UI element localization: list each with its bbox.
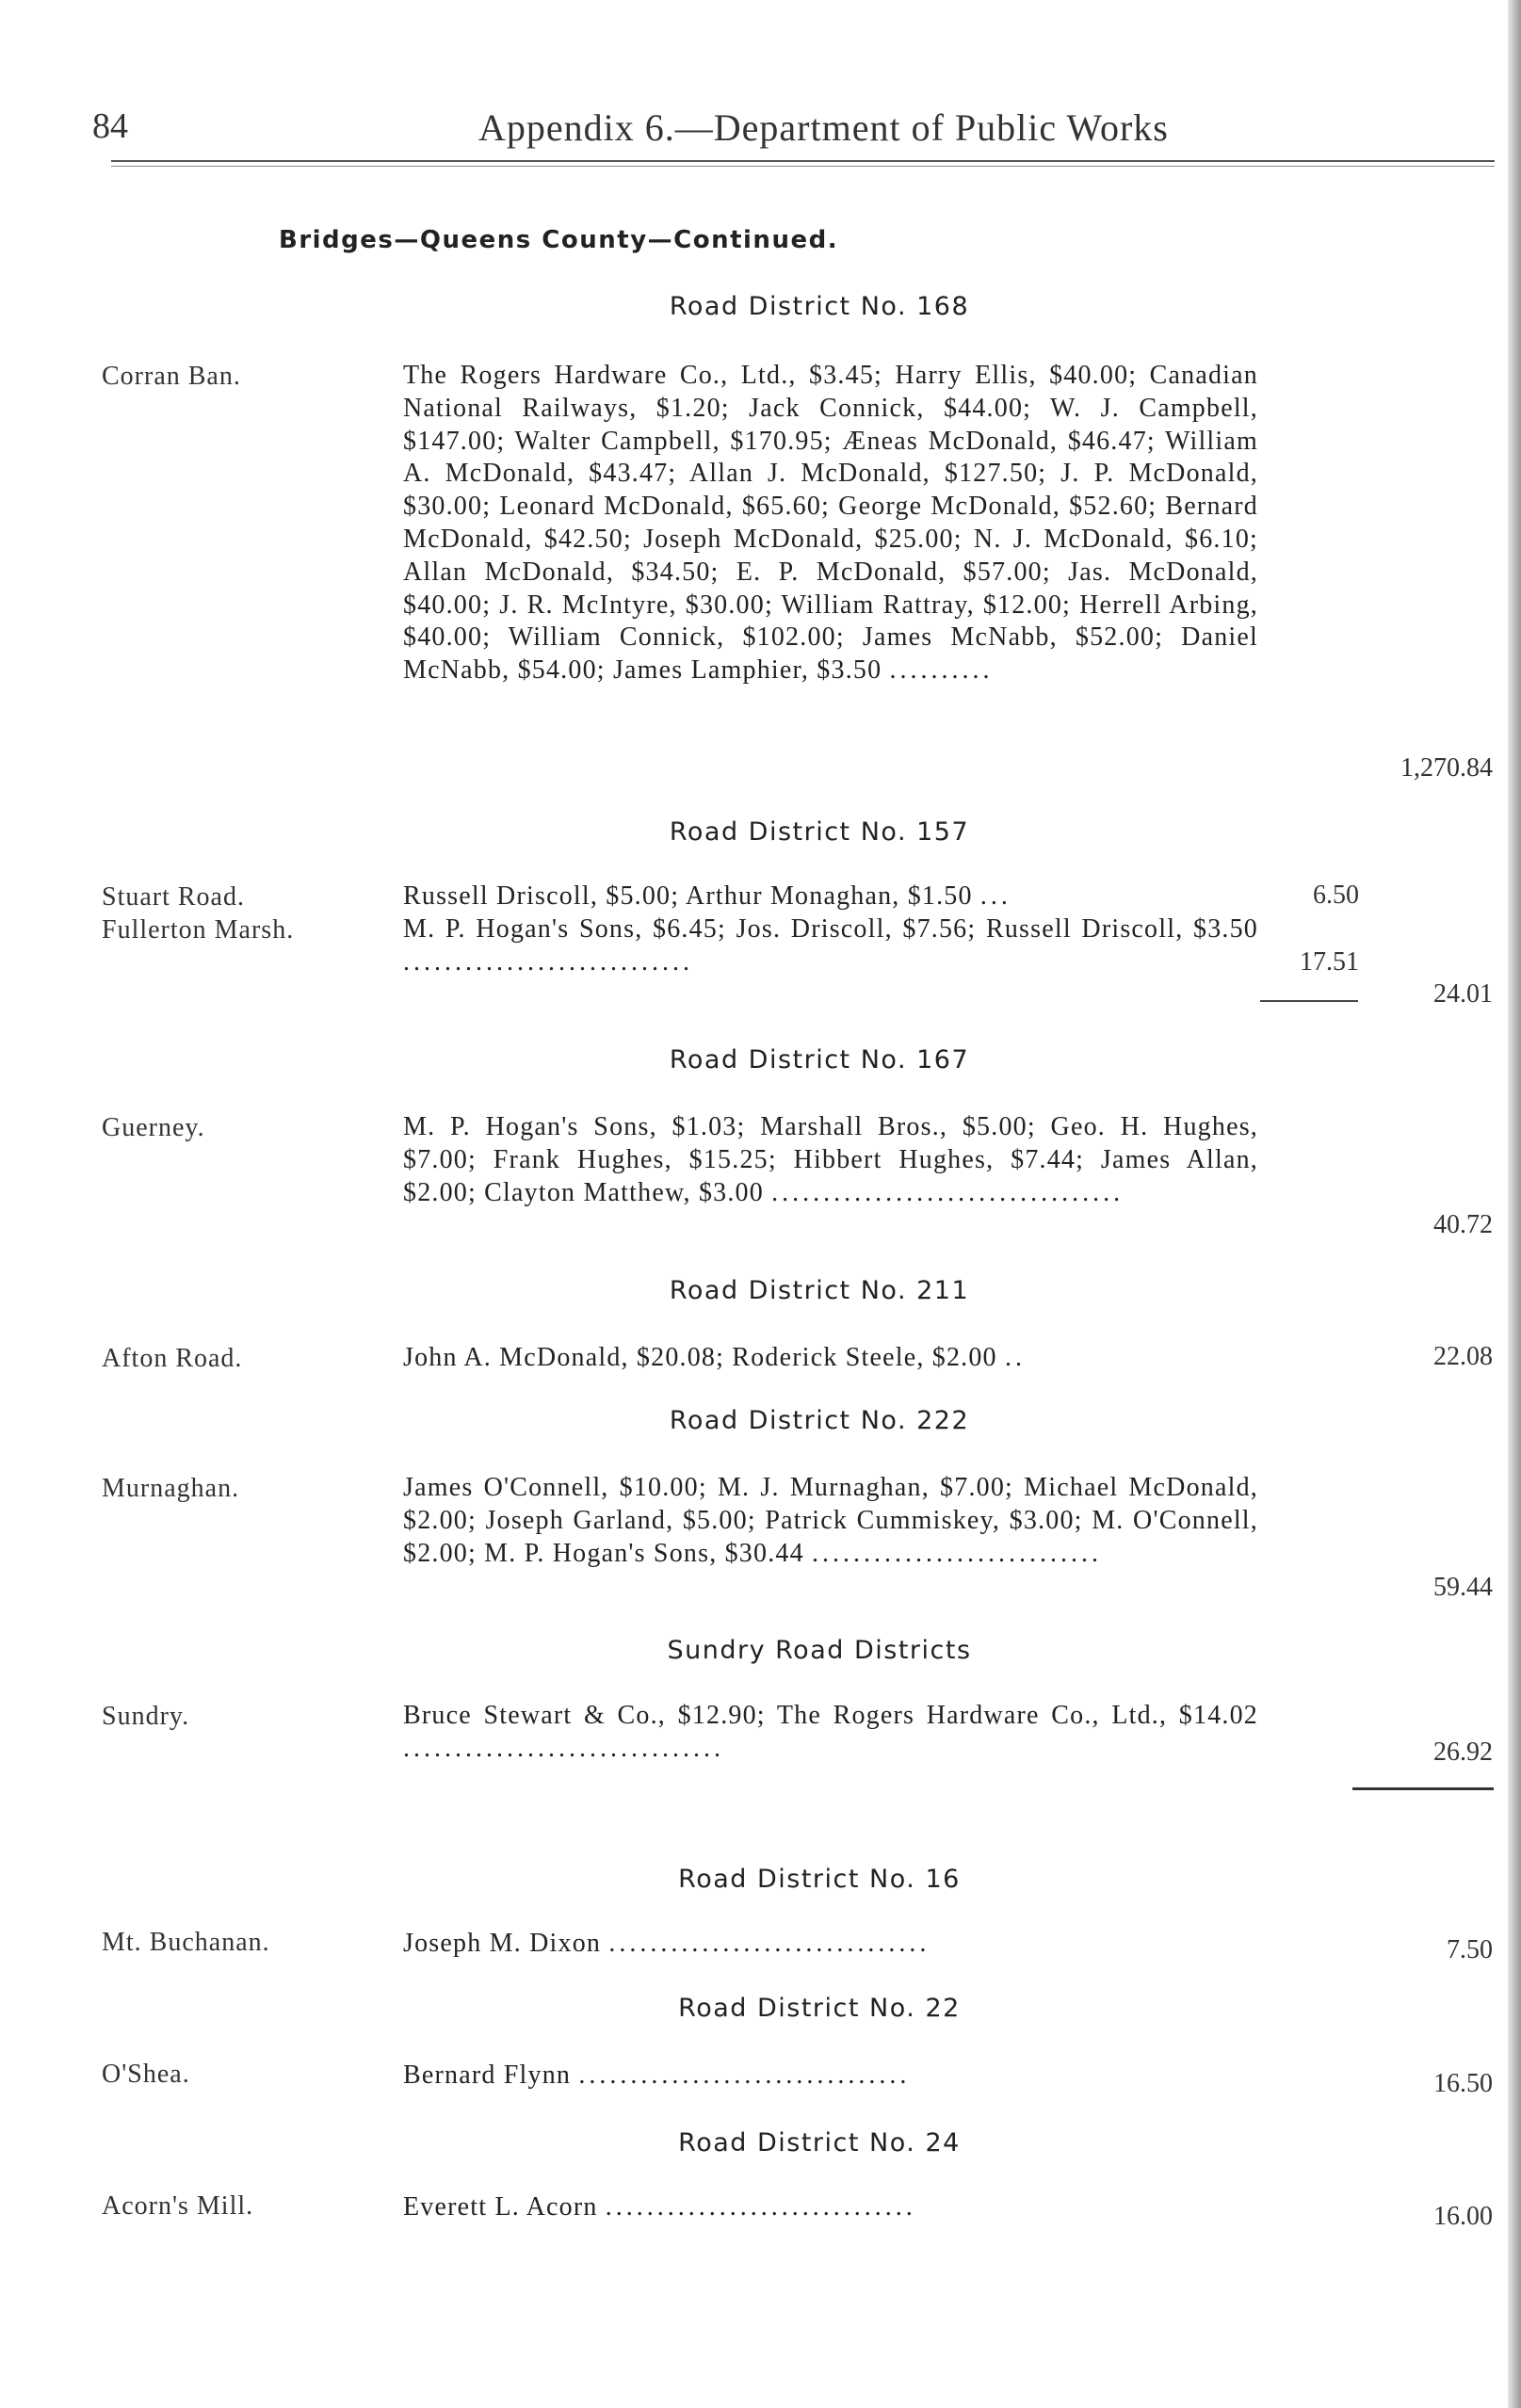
amount: 26.92 [1433,1737,1493,1767]
amount: 1,270.84 [1400,753,1493,783]
place-name: Corran Ban. [102,362,241,391]
entry-text: Bernard Flynn [403,2061,572,2090]
entry-text: The Rogers Hardware Co., Ltd., $3.45; Harry Ellis, $40.00; Canadian National Railways, $1.20; Jack Connick, $44.00; W. J. Campbell, $147.00; Walter Campbell, $170.95; Æneas McDonald, $46.47; William A. McDonald, $43.47; Allan J. McDonald, $127.50; J. P. McDonald, $30.00; Leonard McDonald, $65.60; George McDonald, $52.60; Bernard McDonald, $42.50; Joseph McDonald, $25.00; N. J. McDonald, $6.10; Allan McDonald, $34.50; E. P. McDonald, $57.00; Jas. McDonald, $40.00; J. R. McIntyre, $30.00; William Rattray, $12.00; Herrell Arbing, $40.00; William Connick, $102.00; James McNabb, $52.00; Daniel McNabb, $54.00; James Lamphier, $3.50 [403,361,1258,686]
expenditure-text [403,881,1258,913]
expenditure-text [403,2060,1258,2093]
subtotal-rule [1260,1000,1358,1002]
expenditure-text [403,1342,1258,1375]
section-title: Bridges—Queens County—Continued. [279,226,839,254]
running-header-title: Appendix 6.—Department of Public Works [478,106,1169,149]
amount: 40.72 [1433,1210,1493,1239]
entry-text: M. P. Hogan's Sons, $1.03; Marshall Bros., $5.00; Geo. H. Hughes, $7.00; Frank Hughes, $15.25; Hibbert Hughes, $7.44; James Allan, $2.00; Clayton Matthew, $3.00 [403,1112,1258,1207]
leader-dots: .............................. [605,2192,916,2222]
entry-text: Everett L. Acorn [403,2192,598,2222]
entry-text: John A. McDonald, $20.08; Roderick Steele, $2.00 [403,1343,997,1372]
page-number: 84 [92,106,128,146]
district-heading: Road District No. 24 [678,2128,961,2158]
district-heading: Road District No. 22 [678,1994,961,2023]
amount: 59.44 [1433,1573,1493,1602]
place-name: Mt. Buchanan. [102,1928,270,1957]
leader-dots: .................................. [771,1177,1125,1207]
entry-text: M. P. Hogan's Sons, $6.45; Jos. Driscoll, $7.56; Russell Driscoll, $3.50 [403,914,1258,944]
expenditure-text [403,1928,1258,1961]
amount: 16.00 [1433,2202,1493,2231]
leader-dots: ............................... [403,1733,724,1763]
header-rule-secondary [111,166,1495,167]
expenditure-text [403,2191,1258,2224]
leader-dots: .......... [889,655,994,686]
leader-dots: .. [1004,1343,1026,1372]
amount: 24.01 [1433,979,1493,1009]
entry-text: James O'Connell, $10.00; M. J. Murnaghan, $7.00; Michael McDonald, $2.00; Joseph Garland, $5.00; Patrick Cummiskey, $3.00; M. O'Connell, $2.00; M. P. Hogan's Sons, $30.44 [403,1473,1258,1568]
entry-text: Joseph M. Dixon [403,1929,602,1958]
place-name: O'Shea. [102,2060,190,2089]
entry-text: Russell Driscoll, $5.00; Arthur Monaghan, $1.50 [403,881,973,911]
place-name: Acorn's Mill. [102,2191,254,2221]
district-heading: Road District No. 157 [669,817,970,847]
place-name: Murnaghan. [102,1474,240,1503]
district-heading: Road District No. 167 [669,1045,970,1075]
header-rule [111,160,1495,162]
leader-dots: ............................ [812,1538,1103,1568]
district-heading: Road District No. 16 [678,1865,961,1894]
district-heading: Road District No. 211 [669,1276,970,1305]
expenditure-text [403,1700,1258,1766]
place-name: Stuart Road. [102,882,245,912]
district-heading: Road District No. 222 [669,1406,970,1435]
district-heading: Road District No. 168 [669,292,970,321]
sub-amount: 17.51 [1300,947,1359,977]
leader-dots: ... [979,881,1011,911]
leader-dots: ................................ [578,2061,911,2090]
amount: 22.08 [1433,1342,1493,1371]
entry-text: Bruce Stewart & Co., $12.90; The Rogers Hardware Co., Ltd., $14.02 [403,1701,1258,1730]
expenditure-text [403,360,1258,687]
expenditure-text [403,1111,1258,1209]
district-heading: Sundry Road Districts [667,1636,972,1665]
expenditure-text [403,1472,1258,1570]
place-name: Afton Road. [102,1344,243,1373]
expenditure-text [403,913,1258,979]
leader-dots: ............................... [608,1929,930,1958]
place-name: Fullerton Marsh. [102,915,295,945]
amount: 16.50 [1433,2069,1493,2098]
page-edge-shadow [1508,0,1521,2408]
place-name: Guerney. [102,1113,205,1142]
leader-dots: ............................ [403,946,693,977]
amount: 7.50 [1447,1935,1493,1964]
place-name: Sundry. [102,1702,190,1731]
total-rule [1352,1787,1494,1790]
sub-amount: 6.50 [1313,881,1359,910]
